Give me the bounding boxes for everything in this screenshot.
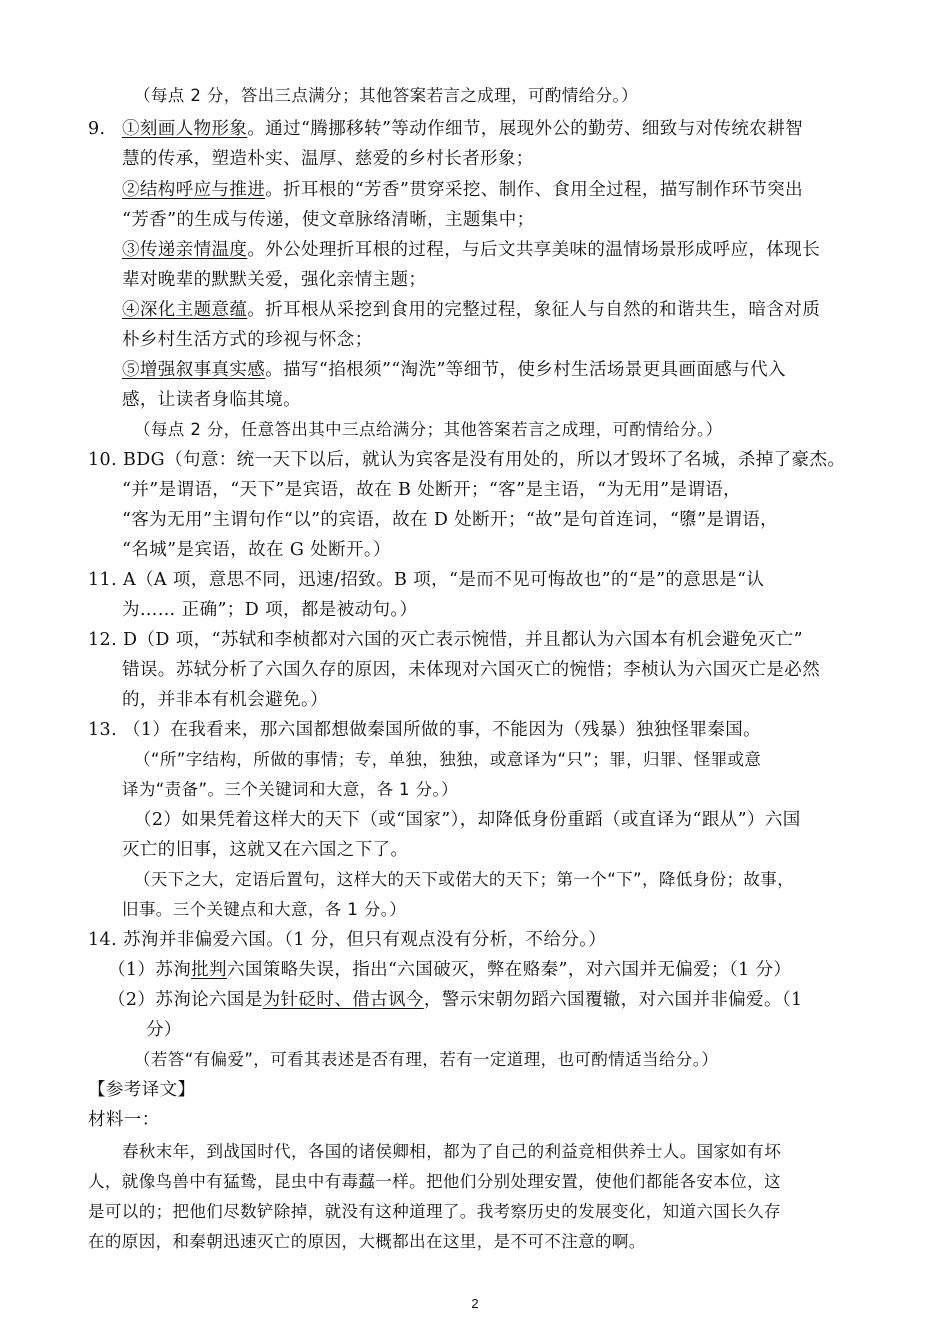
q9-point-3 (122, 238, 820, 262)
q9-point-4 (122, 298, 820, 322)
translation-paragraph: 春秋末年，到战国时代，各国的诸侯卿相，都为了自己的利益竞相供养士人。国家如有坏 (122, 1142, 782, 1161)
q14-point-1-key: 批判 (191, 960, 227, 980)
material-1-label: 材料一： (88, 1110, 160, 1130)
q9-point-5-text: 。描写“掐根须”“淘洗”等细节，使乡村生活场景更具画面感与代入 (265, 360, 786, 380)
q9-point-5-key: ⑤增强叙事真实感 (122, 360, 266, 380)
q14-point-2-lead: （2）苏洵论六国是 (108, 990, 263, 1010)
q9-line: 朴乡村生活方式的珍视与怀念； (122, 330, 373, 350)
q9-point-4-key: ④深化主题意蕴 (122, 300, 248, 320)
q9-number: 9. (88, 119, 106, 139)
q9-point-3-text: 。外公处理折耳根的过程，与后文共享美味的温情场景形成呼应，体现长 (247, 240, 821, 260)
q12-answer: 12. D（D 项，“苏轼和李桢都对六国的灭亡表示惋惜，并且都认为六国本有机会避免灭亡” (88, 630, 804, 650)
q12-line: 的，并非本有机会避免。） (122, 690, 329, 710)
q9-line: 慧的传承，塑造朴实、温厚、慈爱的乡村长者形象； (122, 149, 534, 169)
q9-point-2-key: ②结构呼应与推进 (122, 180, 266, 200)
q9-point-1 (122, 117, 803, 141)
translation-heading: 【参考译文】 (88, 1080, 196, 1100)
q9-point-2 (122, 178, 803, 202)
translation-paragraph: 人，就像鸟兽中有猛鸷，昆虫中有毒蠚一样。把他们分别处理安置，使他们都能各安本位，这 (88, 1172, 781, 1191)
translation-paragraph: 在的原因，和秦朝迅速灭亡的原因，大概都出在这里，是不可不注意的啊。 (88, 1232, 646, 1251)
q14-point-1 (108, 958, 791, 982)
q10-line: “名城”是宾语，故在 G 处断开。） (122, 540, 391, 560)
q13-answer-2-cont: 灭亡的旧事，这就又在六国之下了。 (122, 840, 409, 860)
q9-point-1-key: ①刻画人物形象 (122, 119, 248, 139)
q14-point-2-cont: 分） (146, 1020, 182, 1040)
q10-answer: 10. BDG（句意：统一天下以后，就认为宾客是没有用处的，所以才毁坏了名城，杀掉了豪杰。 (88, 450, 846, 470)
q13-note-2-cont: 旧事。三个关键点和大意，各 1 分。） (122, 900, 407, 919)
q12-line: 错误。苏轼分析了六国久存的原因，未体现对六国灭亡的惋惜；李桢认为六国灭亡是必然 (122, 660, 821, 680)
q10-line: “并”是谓语，“天下”是宾语，故在 B 处断开；“客”是主语，“为无用”是谓语， (122, 480, 742, 500)
q9-line: 感，让读者身临其境。 (122, 390, 301, 410)
translation-paragraph: 是可以的；把他们尽数铲除掉，就没有这种道理了。我考察历史的发展变化，知道六国长久存 (88, 1202, 781, 1221)
q14-point-2-key: 为针砭时、借古讽今 (262, 990, 424, 1010)
q9-point-4-text: 。折耳根从采挖到食用的完整过程，象征人与自然的和谐共生，暗含对质 (247, 300, 821, 320)
q13-answer-1: 13. （1）在我看来，那六国都想做秦国所做的事，不能因为（残暴）独独怪罪秦国。 (88, 720, 762, 740)
q9-line: 辈对晚辈的默默关爱，强化亲情主题； (122, 270, 427, 290)
q13-note-1: （“所”字结构，所做的事情；专，单独，独独，或意译为“只”；罪，归罪、怪罪或意 (134, 750, 762, 769)
q8-scoring-note: （每点 2 分，答出三点满分；其他答案若言之成理，可酌情给分。） (134, 86, 639, 105)
q14-point-2-text: ，警示宋朝勿蹈六国覆辙，对六国并非偏爱。（1 (423, 990, 803, 1010)
q14-answer: 14. 苏洵并非偏爱六国。（1 分，但只有观点没有分析，不给分。） (88, 930, 607, 950)
q13-note-2: （天下之大，定语后置句，这样大的天下或偌大的天下；第一个“下”，降低身份；故事， (134, 870, 795, 889)
q11-answer: 11. A（A 项，意思不同，迅速/招致。B 项，“是而不见可悔故也”的“是”的意思是“认 (88, 570, 765, 590)
q14-point-1-text: 六国策略失误，指出“六国破灭，弊在赂秦”，对六国并无偏爱；（1 分） (226, 960, 792, 980)
q10-line: “客为无用”主谓句作“以”的宾语，故在 D 处断开；“故”是句首连词，“隳”是谓语， (122, 510, 779, 530)
q11-line: 为…… 正确”；D 项，都是被动句。） (122, 600, 418, 620)
q9-point-5 (122, 358, 786, 382)
q13-answer-2: （2）如果凭着这样大的天下（或“国家”），却降低身份重蹈（或直译为“跟从”）六国 (134, 810, 801, 830)
q13-note-1-cont: 译为“责备”。三个关键词和大意，各 1 分。） (122, 780, 459, 799)
q14-scoring-note: （若答“有偏爱”，可看其表述是否有理，若有一定道理，也可酌情适当给分。） (134, 1050, 719, 1069)
q14-point-2 (108, 988, 803, 1012)
q9-scoring-note: （每点 2 分，任意答出其中三点给满分；其他答案若言之成理，可酌情给分。） (134, 420, 723, 439)
q9-point-2-text: 。折耳根的“芳香”贯穿采挖、制作、食用全过程，描写制作环节突出 (265, 180, 803, 200)
page-number: 2 (471, 1296, 479, 1311)
q14-point-1-lead: （1）苏洵 (108, 960, 192, 980)
q9-point-3-key: ③传递亲情温度 (122, 240, 248, 260)
q9-line: “芳香”的生成与传递，使文章脉络清晰，主题集中； (122, 210, 535, 230)
q9-point-1-text: 。通过“腾挪移转”等动作细节，展现外公的勤劳、细致与对传统农耕智 (247, 119, 804, 139)
